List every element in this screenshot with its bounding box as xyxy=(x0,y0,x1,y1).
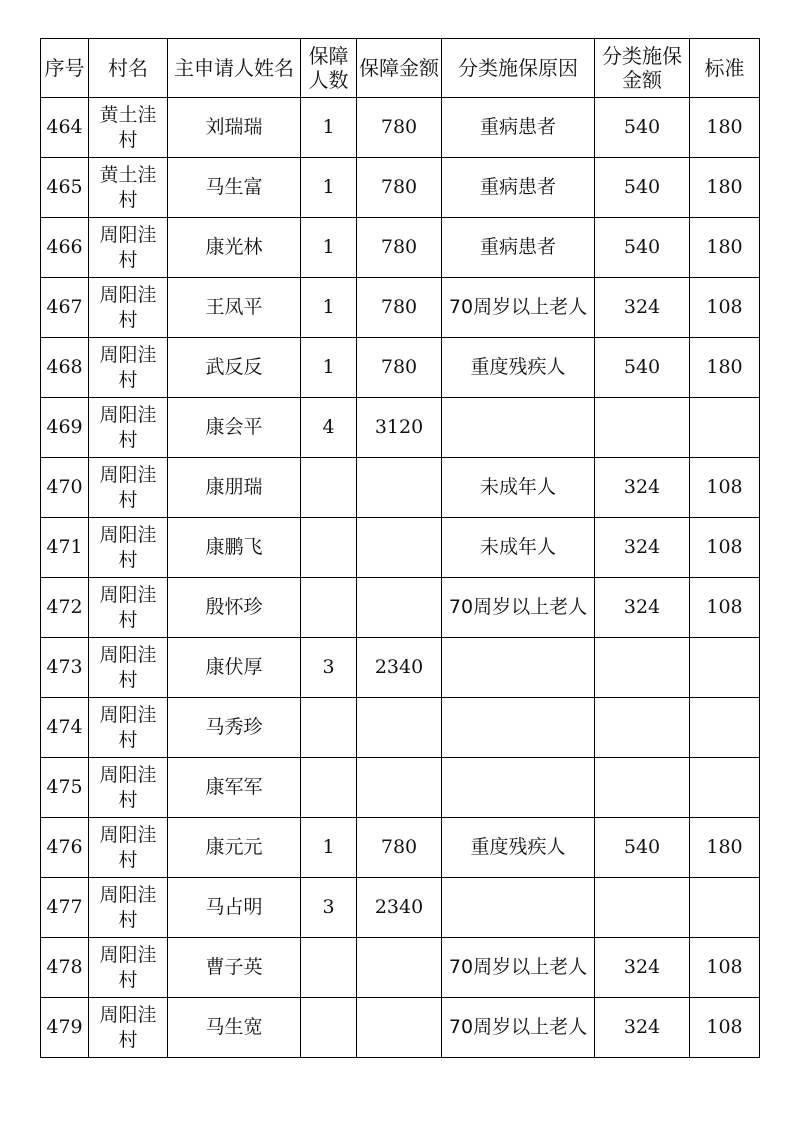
table-cell: 180 xyxy=(690,338,760,398)
table-cell: 2340 xyxy=(357,878,442,938)
table-cell xyxy=(690,638,760,698)
table-cell xyxy=(595,398,690,458)
table-cell: 108 xyxy=(690,938,760,998)
table-cell xyxy=(690,758,760,818)
table-cell: 未成年人 xyxy=(442,458,595,518)
table-cell: 108 xyxy=(690,578,760,638)
table-cell: 324 xyxy=(595,938,690,998)
header-cell: 村名 xyxy=(89,39,168,98)
table-cell: 1 xyxy=(301,158,357,218)
table-row xyxy=(41,758,760,818)
table-cell: 780 xyxy=(357,818,442,878)
table-cell xyxy=(595,758,690,818)
table-cell: 780 xyxy=(357,158,442,218)
table-cell: 780 xyxy=(357,98,442,158)
table-row xyxy=(41,98,760,158)
table-cell xyxy=(357,938,442,998)
table-cell: 重病患者 xyxy=(442,98,595,158)
table-cell xyxy=(301,578,357,638)
table-cell: 周阳洼村 xyxy=(89,338,168,398)
header-cell: 分类施保金额 xyxy=(595,39,690,98)
table-cell: 1 xyxy=(301,218,357,278)
table-cell: 1 xyxy=(301,338,357,398)
table-cell: 108 xyxy=(690,458,760,518)
header-row xyxy=(41,39,760,98)
table-cell: 469 xyxy=(41,398,89,458)
table-cell: 540 xyxy=(595,98,690,158)
table-cell xyxy=(442,698,595,758)
table-cell: 180 xyxy=(690,218,760,278)
table-cell xyxy=(357,698,442,758)
table-row xyxy=(41,338,760,398)
table-cell: 324 xyxy=(595,998,690,1058)
header-cell: 保障人数 xyxy=(301,39,357,98)
table-cell: 478 xyxy=(41,938,89,998)
table-row xyxy=(41,638,760,698)
table-row xyxy=(41,818,760,878)
assistance-table xyxy=(40,38,760,1058)
table-cell xyxy=(595,698,690,758)
table-cell: 重度残疾人 xyxy=(442,338,595,398)
table-cell: 472 xyxy=(41,578,89,638)
header-cell: 序号 xyxy=(41,39,89,98)
table-cell: 周阳洼村 xyxy=(89,398,168,458)
table-cell: 180 xyxy=(690,818,760,878)
table-cell: 465 xyxy=(41,158,89,218)
header-cell: 主申请人姓名 xyxy=(168,39,301,98)
table-cell: 468 xyxy=(41,338,89,398)
table-cell: 1 xyxy=(301,278,357,338)
table-cell: 324 xyxy=(595,458,690,518)
table-cell: 武反反 xyxy=(168,338,301,398)
table-cell: 周阳洼村 xyxy=(89,638,168,698)
table-cell: 康元元 xyxy=(168,818,301,878)
table-row xyxy=(41,158,760,218)
table-cell: 470 xyxy=(41,458,89,518)
table-cell: 540 xyxy=(595,818,690,878)
table-cell: 周阳洼村 xyxy=(89,518,168,578)
table-cell xyxy=(442,878,595,938)
table-cell: 黄土洼村 xyxy=(89,158,168,218)
table-cell xyxy=(357,998,442,1058)
table-cell: 马秀珍 xyxy=(168,698,301,758)
table-cell: 3 xyxy=(301,638,357,698)
table-cell xyxy=(301,518,357,578)
table-row xyxy=(41,938,760,998)
table-cell: 477 xyxy=(41,878,89,938)
table-cell: 475 xyxy=(41,758,89,818)
table-cell: 周阳洼村 xyxy=(89,458,168,518)
table-cell: 康会平 xyxy=(168,398,301,458)
table-cell: 473 xyxy=(41,638,89,698)
table-cell: 周阳洼村 xyxy=(89,278,168,338)
table-cell: 康鹏飞 xyxy=(168,518,301,578)
table-cell: 2340 xyxy=(357,638,442,698)
table-cell: 刘瑞瑞 xyxy=(168,98,301,158)
table-row xyxy=(41,998,760,1058)
table-cell: 康朋瑞 xyxy=(168,458,301,518)
table-cell: 4 xyxy=(301,398,357,458)
table-cell: 324 xyxy=(595,518,690,578)
table-cell: 780 xyxy=(357,278,442,338)
table-cell: 1 xyxy=(301,818,357,878)
table-row xyxy=(41,518,760,578)
table-cell: 108 xyxy=(690,278,760,338)
table-cell: 3 xyxy=(301,878,357,938)
table-cell: 1 xyxy=(301,98,357,158)
table-cell: 540 xyxy=(595,338,690,398)
table-cell: 466 xyxy=(41,218,89,278)
table-cell xyxy=(595,638,690,698)
table-cell: 马生宽 xyxy=(168,998,301,1058)
table-cell: 周阳洼村 xyxy=(89,938,168,998)
table-cell: 180 xyxy=(690,158,760,218)
table-cell xyxy=(690,698,760,758)
table-cell: 70周岁以上老人 xyxy=(442,278,595,338)
table-cell: 周阳洼村 xyxy=(89,758,168,818)
table-cell: 474 xyxy=(41,698,89,758)
table-cell xyxy=(357,518,442,578)
table-cell: 780 xyxy=(357,218,442,278)
header-cell: 保障金额 xyxy=(357,39,442,98)
table-cell: 540 xyxy=(595,158,690,218)
table-cell xyxy=(442,398,595,458)
table-cell: 王凤平 xyxy=(168,278,301,338)
table-cell: 464 xyxy=(41,98,89,158)
table-row xyxy=(41,278,760,338)
table-cell: 马占明 xyxy=(168,878,301,938)
table-cell: 未成年人 xyxy=(442,518,595,578)
table-cell: 70周岁以上老人 xyxy=(442,998,595,1058)
table-cell: 180 xyxy=(690,98,760,158)
table-cell: 540 xyxy=(595,218,690,278)
table-row xyxy=(41,218,760,278)
table-cell: 重病患者 xyxy=(442,158,595,218)
table-cell xyxy=(690,398,760,458)
table-cell: 780 xyxy=(357,338,442,398)
table-cell: 黄土洼村 xyxy=(89,98,168,158)
table-row xyxy=(41,698,760,758)
table-cell: 曹子英 xyxy=(168,938,301,998)
table-cell xyxy=(301,458,357,518)
table-cell xyxy=(690,878,760,938)
table-cell: 周阳洼村 xyxy=(89,698,168,758)
table-cell: 马生富 xyxy=(168,158,301,218)
table-row xyxy=(41,578,760,638)
table-row xyxy=(41,458,760,518)
table-cell xyxy=(357,458,442,518)
table-cell xyxy=(442,758,595,818)
table-cell xyxy=(357,578,442,638)
table-row xyxy=(41,878,760,938)
table-cell: 467 xyxy=(41,278,89,338)
table-cell: 康光林 xyxy=(168,218,301,278)
table-cell: 重病患者 xyxy=(442,218,595,278)
table-cell xyxy=(301,998,357,1058)
table-cell: 重度残疾人 xyxy=(442,818,595,878)
table-cell xyxy=(357,758,442,818)
table-cell: 周阳洼村 xyxy=(89,578,168,638)
table-cell: 3120 xyxy=(357,398,442,458)
table-cell: 476 xyxy=(41,818,89,878)
table-cell xyxy=(301,938,357,998)
table-cell: 479 xyxy=(41,998,89,1058)
table-cell: 108 xyxy=(690,518,760,578)
table-cell: 殷怀珍 xyxy=(168,578,301,638)
table-cell xyxy=(301,698,357,758)
table-cell xyxy=(595,878,690,938)
table-cell: 108 xyxy=(690,998,760,1058)
table-cell: 324 xyxy=(595,278,690,338)
table-cell: 康伏厚 xyxy=(168,638,301,698)
table-cell: 康军军 xyxy=(168,758,301,818)
table-cell: 周阳洼村 xyxy=(89,998,168,1058)
table-cell: 周阳洼村 xyxy=(89,218,168,278)
table-row xyxy=(41,398,760,458)
table-cell: 周阳洼村 xyxy=(89,818,168,878)
table-cell xyxy=(442,638,595,698)
header-cell: 分类施保原因 xyxy=(442,39,595,98)
table-cell: 324 xyxy=(595,578,690,638)
table-cell: 周阳洼村 xyxy=(89,878,168,938)
table-cell: 70周岁以上老人 xyxy=(442,938,595,998)
table-cell: 471 xyxy=(41,518,89,578)
table-cell xyxy=(301,758,357,818)
header-cell: 标准 xyxy=(690,39,760,98)
table-cell: 70周岁以上老人 xyxy=(442,578,595,638)
